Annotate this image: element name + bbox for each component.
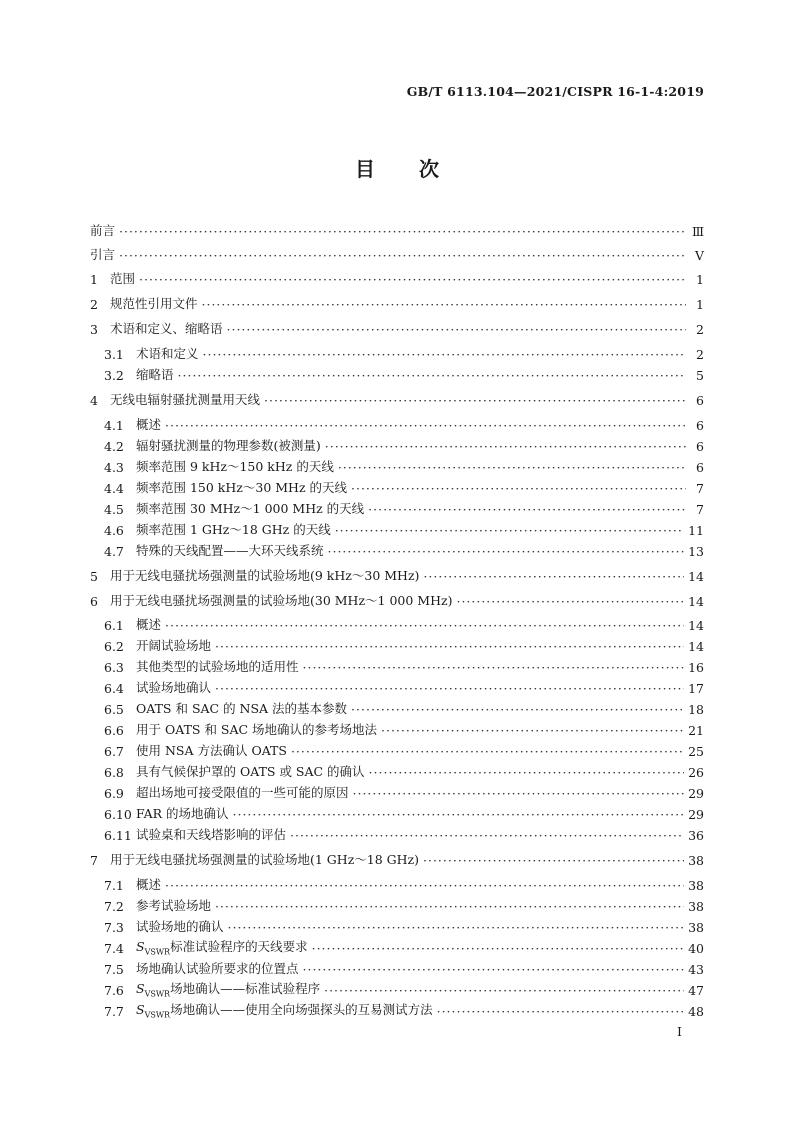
toc-entry[interactable]: [90, 935, 704, 956]
toc-entry[interactable]: [90, 893, 704, 914]
toc-dot-leader: [328, 544, 685, 559]
toc-entry-number: 6.3: [104, 660, 124, 675]
toc-entry-title: 使用 NSA 方法确认 OATS: [136, 743, 287, 758]
toc-entry-title: 辐射骚扰测量的物理参数(被测量): [136, 438, 321, 453]
toc-dot-leader: [215, 681, 684, 696]
toc-entry-page: 13: [688, 544, 704, 559]
toc-entry-number: 4.5: [104, 502, 124, 517]
toc-entry[interactable]: [90, 872, 704, 893]
toc-entry-title: 用于无线电骚扰场强测量的试验场地(1 GHz～18 GHz): [110, 852, 420, 867]
toc-entry[interactable]: [90, 341, 704, 362]
toc-entry-title: 试验场地确认: [136, 680, 212, 695]
toc-dot-leader: [119, 224, 686, 239]
toc-entry-page: Ⅲ: [691, 224, 704, 239]
toc-entry-page: 38: [688, 920, 704, 935]
toc-entry-title: 具有气候保护罩的 OATS 或 SAC 的确认: [136, 764, 365, 779]
toc-entry-number: 7.7: [104, 1004, 124, 1019]
toc-entry[interactable]: [90, 563, 704, 584]
toc-entry-page: 48: [688, 1004, 704, 1019]
toc-entry[interactable]: [90, 412, 704, 433]
toc-dot-leader: [351, 481, 686, 496]
toc-entry-page: 14: [688, 618, 704, 633]
toc-entry-number: 6.7: [104, 744, 124, 759]
toc-entry[interactable]: [90, 291, 704, 312]
toc-entry-number: 6.9: [104, 786, 124, 801]
toc-entry-number: 2: [90, 297, 98, 312]
toc-entry[interactable]: [90, 717, 704, 738]
toc-dot-leader: [368, 502, 686, 517]
toc-dot-leader: [338, 460, 686, 475]
toc-entry-number: 6.5: [104, 702, 124, 717]
toc-dot-leader: [325, 439, 686, 454]
toc-entry[interactable]: [90, 538, 704, 559]
toc-entry-number: 6.10: [104, 807, 132, 822]
toc-entry-title: 缩略语: [136, 367, 174, 382]
toc-dot-leader: [215, 639, 684, 654]
toc-dot-leader: [202, 297, 686, 312]
toc-entry-title: 概述: [136, 417, 162, 432]
toc-entry-title: 开阔试验场地: [136, 638, 212, 653]
toc-entry-number: 6.6: [104, 723, 124, 738]
toc-dot-leader: [228, 920, 685, 935]
toc-entry[interactable]: [90, 675, 704, 696]
toc-entry[interactable]: [90, 496, 704, 517]
toc-dot-leader: [139, 272, 686, 287]
toc-entry[interactable]: [90, 362, 704, 383]
toc-entry-title: 概述: [136, 877, 162, 892]
toc-entry-page: 11: [688, 523, 704, 538]
toc-entry[interactable]: [90, 218, 704, 239]
toc-entry[interactable]: [90, 847, 704, 868]
toc-dot-leader: [369, 765, 685, 780]
toc-entry-number: 6.11: [104, 828, 132, 843]
toc-entry[interactable]: [90, 977, 704, 998]
toc-dot-leader: [303, 660, 685, 675]
toc-entry-page: 2: [696, 347, 704, 362]
toc-dot-leader: [178, 368, 686, 383]
toc-dot-leader: [291, 744, 684, 759]
toc-entry-number: 6.2: [104, 639, 124, 654]
toc-entry-page: 25: [688, 744, 704, 759]
toc-entry-page: 40: [688, 941, 704, 956]
toc-entry[interactable]: [90, 738, 704, 759]
toc-entry-number: 6.4: [104, 681, 124, 696]
toc-entry-title: 试验场地的确认: [136, 919, 224, 934]
toc-entry-page: 18: [688, 702, 704, 717]
toc-entry-title: 概述: [136, 617, 162, 632]
toc-entry-title: $S_{VSWR}$场地确认——标准试验程序: [136, 980, 321, 998]
toc-entry-number: 4: [90, 393, 98, 408]
toc-entry-title: OATS 和 SAC 的 NSA 法的基本参数: [136, 701, 348, 716]
toc-entry-page: 5: [696, 368, 704, 383]
toc-entry-title: FAR 的场地确认: [136, 806, 229, 821]
toc-entry-page: Ⅴ: [694, 248, 704, 263]
toc-entry[interactable]: [90, 266, 704, 287]
toc-entry-page: 6: [696, 460, 704, 475]
toc-dot-leader: [165, 618, 684, 633]
toc-dot-leader: [227, 322, 686, 337]
toc-dot-leader: [353, 786, 685, 801]
toc-entry-page: 2: [696, 322, 704, 337]
toc-dot-leader: [215, 899, 684, 914]
page-number: I: [677, 1024, 682, 1039]
toc-entry-title: 范围: [110, 271, 136, 286]
toc-entry-number: 6.8: [104, 765, 124, 780]
toc-dot-leader: [423, 853, 684, 868]
toc-dot-leader: [165, 418, 686, 433]
toc-dot-leader: [456, 594, 684, 609]
toc-entry-title: 用于无线电骚扰场强测量的试验场地(9 kHz～30 MHz): [110, 568, 420, 583]
toc-entry-number: 4.7: [104, 544, 124, 559]
toc-entry-number: 4.6: [104, 523, 124, 538]
toc-entry-number: 3.2: [104, 368, 124, 383]
toc-dot-leader: [264, 393, 686, 408]
toc-entry-page: 43: [688, 962, 704, 977]
toc-entry-page: 14: [688, 639, 704, 654]
toc-entry-number: 7.3: [104, 920, 124, 935]
toc-entry-title: 特殊的天线配置——大环天线系统: [136, 543, 324, 558]
toc-entry-number: 4.1: [104, 418, 124, 433]
toc-entry-title: 频率范围 150 kHz～30 MHz 的天线: [136, 480, 348, 495]
toc-entry-number: 7.4: [104, 941, 124, 956]
toc-entry-number: 6.1: [104, 618, 124, 633]
toc-entry[interactable]: [90, 780, 704, 801]
toc-entry-title: $S_{VSWR}$标准试验程序的天线要求: [136, 938, 308, 956]
toc-entry-page: 29: [688, 807, 704, 822]
toc-entry-title: 引言: [90, 247, 116, 262]
toc-entry[interactable]: [90, 316, 704, 337]
toc-entry[interactable]: [90, 696, 704, 717]
document-code-header: GB/T 6113.104—2021/CISPR 16-1-4:2019: [406, 84, 704, 99]
toc-dot-leader: [119, 248, 686, 263]
toc-entry[interactable]: [90, 475, 704, 496]
toc-entry[interactable]: [90, 588, 704, 609]
toc-entry-title: 用于 OATS 和 SAC 场地确认的参考场地法: [136, 722, 378, 737]
toc-entry-title: 术语和定义、缩略语: [110, 321, 223, 336]
toc-entry-page: 14: [688, 569, 704, 584]
toc-entry-title: 参考试验场地: [136, 898, 212, 913]
toc-entry-title: 无线电辐射骚扰测量用天线: [110, 392, 261, 407]
toc-entry-number: 6: [90, 594, 98, 609]
toc-entry-number: 7.2: [104, 899, 124, 914]
toc-entry[interactable]: [90, 956, 704, 977]
toc-entry[interactable]: [90, 433, 704, 454]
toc-entry-number: 7.6: [104, 983, 124, 998]
toc-entry[interactable]: [90, 998, 704, 1019]
toc-entry-page: 1: [696, 272, 704, 287]
toc-dot-leader: [351, 702, 684, 717]
toc-entry-page: 6: [696, 393, 704, 408]
toc-entry-page: 14: [688, 594, 704, 609]
toc-entry-page: 1: [696, 297, 704, 312]
toc-entry-title: 频率范围 1 GHz～18 GHz 的天线: [136, 522, 331, 537]
toc-entry-title: 前言: [90, 223, 116, 238]
toc-entry[interactable]: [90, 822, 704, 843]
toc-entry[interactable]: [90, 759, 704, 780]
toc-entry-page: 7: [696, 502, 704, 517]
toc-dot-leader: [381, 723, 684, 738]
toc-entry-number: 7.5: [104, 962, 124, 977]
toc-dot-leader: [233, 807, 685, 822]
toc-entry-number: 5: [90, 569, 98, 584]
toc-entry-title: 频率范围 30 MHz～1 000 MHz 的天线: [136, 501, 365, 516]
toc-entry-page: 21: [688, 723, 704, 738]
toc-entry-number: 4.2: [104, 439, 124, 454]
toc-entry-number: 4.4: [104, 481, 124, 496]
toc-entry-title: $S_{VSWR}$场地确认——使用全向场强探头的互易测试方法: [136, 1001, 433, 1019]
toc-entry-number: 1: [90, 272, 98, 287]
toc-entry-page: 38: [688, 899, 704, 914]
toc-dot-leader: [312, 941, 684, 956]
toc-entry[interactable]: [90, 633, 704, 654]
toc-entry[interactable]: [90, 801, 704, 822]
toc-dot-leader: [437, 1004, 684, 1019]
toc-entry-number: 3: [90, 322, 98, 337]
toc-entry-title: 试验桌和天线塔影响的评估: [136, 827, 287, 842]
toc-dot-leader: [303, 962, 685, 977]
toc-entry-page: 36: [688, 828, 704, 843]
toc-entry-title: 用于无线电骚扰场强测量的试验场地(30 MHz～1 000 MHz): [110, 593, 453, 608]
toc-dot-leader: [203, 347, 686, 362]
toc-entry-number: 4.3: [104, 460, 124, 475]
toc-entry-page: 47: [688, 983, 704, 998]
toc-entry-page: 16: [688, 660, 704, 675]
toc-entry-number: 3.1: [104, 347, 124, 362]
toc-entry[interactable]: [90, 387, 704, 408]
toc-entry-number: 7.1: [104, 878, 124, 893]
toc-entry-title: 频率范围 9 kHz～150 kHz 的天线: [136, 459, 334, 474]
toc-entry[interactable]: [90, 612, 704, 633]
toc-entry-title: 规范性引用文件: [110, 296, 198, 311]
toc-dot-leader: [165, 878, 684, 893]
toc-dot-leader: [290, 828, 684, 843]
page-title: 目次: [355, 157, 483, 181]
toc-entry-page: 38: [688, 878, 704, 893]
toc-entry-number: 7: [90, 853, 98, 868]
toc-entry-page: 6: [696, 439, 704, 454]
toc-entry[interactable]: [90, 914, 704, 935]
toc-entry-title: 术语和定义: [136, 346, 199, 361]
toc-dot-leader: [335, 523, 684, 538]
toc-entry-title: 场地确认试验所要求的位置点: [136, 961, 299, 976]
toc-entry-page: 38: [688, 853, 704, 868]
toc-entry[interactable]: [90, 517, 704, 538]
toc-entry-title: 其他类型的试验场地的适用性: [136, 659, 299, 674]
toc-entry-page: 17: [688, 681, 704, 696]
toc-dot-leader: [324, 983, 684, 998]
toc-entry-page: 7: [696, 481, 704, 496]
toc-dot-leader: [423, 569, 684, 584]
toc-entry-page: 6: [696, 418, 704, 433]
toc-entry-title: 超出场地可接受限值的一些可能的原因: [136, 785, 349, 800]
toc-entry-page: 26: [688, 765, 704, 780]
toc-entry[interactable]: [90, 654, 704, 675]
toc-entry-page: 29: [688, 786, 704, 801]
toc-entry[interactable]: [90, 454, 704, 475]
toc-entry[interactable]: [90, 242, 704, 263]
